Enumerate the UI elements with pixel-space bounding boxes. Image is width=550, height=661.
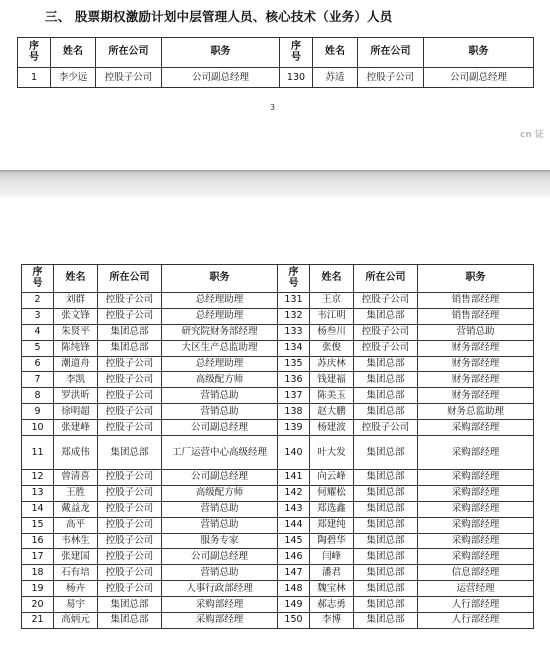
cell-seq: 136 xyxy=(278,372,310,388)
cell-name: 潘君 xyxy=(310,565,354,581)
cell-seq: 17 xyxy=(22,549,54,565)
cell-position: 采购部经理 xyxy=(418,501,534,517)
cell-seq: 8 xyxy=(22,388,54,404)
header-seq xyxy=(280,38,313,68)
cell-seq: 4 xyxy=(22,324,54,340)
header-seq-line: 序 xyxy=(32,267,43,278)
cell-company: 集团总部 xyxy=(354,613,418,629)
cell-company: 控股子公司 xyxy=(98,485,162,501)
cell-name: 潮道舟 xyxy=(54,356,98,372)
watermark-logo: cn 证 xyxy=(520,130,544,140)
cell-company: 控股子公司 xyxy=(98,470,162,486)
table-row xyxy=(22,581,534,597)
header-seq-line: 序 xyxy=(291,41,301,52)
header-seq xyxy=(278,265,310,293)
cell-position: 总经理助理 xyxy=(162,356,278,372)
table-row xyxy=(22,420,534,436)
cell-name: 叶大发 xyxy=(310,436,354,470)
cell-position: 销售部经理 xyxy=(418,308,534,324)
cell-seq: 2 xyxy=(22,293,54,309)
cell-seq: 20 xyxy=(22,597,54,613)
cell-position: 营销总助 xyxy=(162,404,278,420)
cell-company: 集团总部 xyxy=(354,549,418,565)
header-name: 姓名 xyxy=(310,265,354,293)
cell-position: 总经理助理 xyxy=(162,293,278,309)
cell-seq: 145 xyxy=(278,533,310,549)
table-row xyxy=(22,356,534,372)
cell-seq: 18 xyxy=(22,565,54,581)
cell-position: 营销总助 xyxy=(162,517,278,533)
header-name: 姓名 xyxy=(54,265,98,293)
header-seq-line: 号 xyxy=(291,51,301,63)
cell-seq: 141 xyxy=(278,470,310,486)
cell-name: 郑成伟 xyxy=(54,436,98,470)
cell-company: 集团总部 xyxy=(354,565,418,581)
cell-name: 李博 xyxy=(310,613,354,629)
cell-company: 控股子公司 xyxy=(354,324,418,340)
cell-position: 营销总助 xyxy=(162,565,278,581)
cell-seq: 16 xyxy=(22,533,54,549)
cell-company: 集团总部 xyxy=(354,372,418,388)
cell-position: 采购部经理 xyxy=(418,517,534,533)
cell-name: 易宇 xyxy=(54,597,98,613)
header-seq-line: 号 xyxy=(32,277,43,289)
header-seq xyxy=(18,38,51,68)
cell-company: 控股子公司 xyxy=(98,533,162,549)
cell-company: 控股子公司 xyxy=(98,581,162,597)
table-row xyxy=(22,470,534,486)
cell-seq: 143 xyxy=(278,501,310,517)
cell-seq: 15 xyxy=(22,517,54,533)
cell-seq: 138 xyxy=(278,404,310,420)
cell-company: 集团总部 xyxy=(354,356,418,372)
table-header-row xyxy=(18,38,534,68)
table-row xyxy=(22,308,534,324)
cell-company: 控股子公司 xyxy=(98,293,162,309)
cell-name: 向云峰 xyxy=(310,470,354,486)
cell-seq: 5 xyxy=(22,340,54,356)
cell-name: 杨建波 xyxy=(310,420,354,436)
cell-company: 集团总部 xyxy=(354,404,418,420)
cell-position: 公司副总经理 xyxy=(424,68,534,88)
cell-seq: 149 xyxy=(278,597,310,613)
table-row xyxy=(22,293,534,309)
cell-company: 集团总部 xyxy=(354,470,418,486)
cell-seq: 11 xyxy=(22,436,54,470)
cell-seq: 1 xyxy=(18,68,51,88)
cell-position: 公司副总经理 xyxy=(162,420,278,436)
header-seq xyxy=(22,265,54,293)
table-row xyxy=(22,549,534,565)
cell-company: 控股子公司 xyxy=(98,404,162,420)
cell-name: 戴益龙 xyxy=(54,501,98,517)
page-break-shadow xyxy=(0,170,550,198)
cell-name: 高炳元 xyxy=(54,613,98,629)
cell-company: 集团总部 xyxy=(98,324,162,340)
cell-seq: 135 xyxy=(278,356,310,372)
cell-name: 刘群 xyxy=(54,293,98,309)
cell-seq: 146 xyxy=(278,549,310,565)
cell-position: 运营经理 xyxy=(418,581,534,597)
table-row xyxy=(22,324,534,340)
cell-company: 集团总部 xyxy=(98,436,162,470)
table-row xyxy=(22,372,534,388)
cell-position: 营销总助 xyxy=(162,501,278,517)
cell-seq: 12 xyxy=(22,470,54,486)
cell-position: 营销总助 xyxy=(162,388,278,404)
cell-company: 集团总部 xyxy=(354,517,418,533)
cell-company: 集团总部 xyxy=(98,597,162,613)
cell-position: 采购部经理 xyxy=(418,470,534,486)
cell-name: 徐明超 xyxy=(54,404,98,420)
header-position: 职务 xyxy=(418,265,534,293)
header-seq-line: 序 xyxy=(29,41,39,52)
cell-seq: 9 xyxy=(22,404,54,420)
cell-name: 赵大鹏 xyxy=(310,404,354,420)
cell-name: 韦林生 xyxy=(54,533,98,549)
cell-seq: 144 xyxy=(278,517,310,533)
cell-position: 财务总监助理 xyxy=(418,404,534,420)
cell-company: 集团总部 xyxy=(354,501,418,517)
cell-seq: 19 xyxy=(22,581,54,597)
cell-name: 何耀松 xyxy=(310,485,354,501)
cell-name: 郑建纯 xyxy=(310,517,354,533)
table-row xyxy=(22,501,534,517)
cell-name: 陈纯锋 xyxy=(54,340,98,356)
table-row xyxy=(22,517,534,533)
cell-seq: 10 xyxy=(22,420,54,436)
cell-seq: 14 xyxy=(22,501,54,517)
cell-company: 控股子公司 xyxy=(98,388,162,404)
cell-company: 控股子公司 xyxy=(98,501,162,517)
cell-name: 李凯 xyxy=(54,372,98,388)
cell-company: 控股子公司 xyxy=(354,340,418,356)
cell-name: 杨卉 xyxy=(54,581,98,597)
cell-company: 控股子公司 xyxy=(98,420,162,436)
cell-seq: 3 xyxy=(22,308,54,324)
cell-position: 公司副总经理 xyxy=(162,68,280,88)
cell-name: 陈美玉 xyxy=(310,388,354,404)
table-row xyxy=(22,597,534,613)
table-row xyxy=(22,404,534,420)
table-row xyxy=(22,388,534,404)
header-company: 所在公司 xyxy=(358,38,424,68)
cell-company: 控股子公司 xyxy=(98,308,162,324)
table-row xyxy=(18,68,534,88)
cell-position: 采购部经理 xyxy=(418,533,534,549)
cell-position: 总经理助理 xyxy=(162,308,278,324)
cell-company: 控股子公司 xyxy=(98,372,162,388)
header-company: 所在公司 xyxy=(354,265,418,293)
cell-position: 财务部经理 xyxy=(418,372,534,388)
cell-position: 财务部经理 xyxy=(418,388,534,404)
employee-table-page-2 xyxy=(21,264,534,629)
header-company: 所在公司 xyxy=(98,265,162,293)
cell-company: 集团总部 xyxy=(354,308,418,324)
header-position: 职务 xyxy=(162,38,280,68)
cell-company: 集团总部 xyxy=(354,581,418,597)
cell-company: 控股子公司 xyxy=(98,517,162,533)
cell-seq: 139 xyxy=(278,420,310,436)
cell-company: 集团总部 xyxy=(98,613,162,629)
table-row xyxy=(22,436,534,470)
cell-seq: 13 xyxy=(22,485,54,501)
cell-position: 研究院财务部经理 xyxy=(162,324,278,340)
cell-position: 采购部经理 xyxy=(418,549,534,565)
header-name: 姓名 xyxy=(51,38,96,68)
cell-name: 张建国 xyxy=(54,549,98,565)
cell-seq: 137 xyxy=(278,388,310,404)
cell-seq: 134 xyxy=(278,340,310,356)
cell-position: 采购部经理 xyxy=(418,436,534,470)
cell-position: 采购部经理 xyxy=(162,597,278,613)
cell-position: 财务部经理 xyxy=(418,356,534,372)
cell-seq: 7 xyxy=(22,372,54,388)
header-seq-line: 序 xyxy=(288,267,299,278)
cell-company: 控股子公司 xyxy=(98,356,162,372)
table-header-row xyxy=(22,265,534,293)
cell-company: 控股子公司 xyxy=(98,565,162,581)
cell-seq: 131 xyxy=(278,293,310,309)
header-position: 职务 xyxy=(424,38,534,68)
cell-seq: 148 xyxy=(278,581,310,597)
cell-name: 曾清喜 xyxy=(54,470,98,486)
header-name: 姓名 xyxy=(313,38,358,68)
cell-name: 石有培 xyxy=(54,565,98,581)
cell-name: 闫峰 xyxy=(310,549,354,565)
cell-name: 魏宝林 xyxy=(310,581,354,597)
cell-position: 人行部经理 xyxy=(418,613,534,629)
cell-company: 控股子公司 xyxy=(96,68,162,88)
cell-position: 营销总助 xyxy=(418,324,534,340)
cell-name: 李少远 xyxy=(51,68,96,88)
cell-seq: 150 xyxy=(278,613,310,629)
cell-name: 苏适 xyxy=(313,68,358,88)
cell-position: 工厂运营中心高级经理 xyxy=(162,436,278,470)
cell-name: 罗洪昕 xyxy=(54,388,98,404)
cell-name: 钱建福 xyxy=(310,372,354,388)
cell-position: 高级配方师 xyxy=(162,372,278,388)
header-seq-line: 号 xyxy=(288,277,299,289)
cell-seq: 130 xyxy=(280,68,313,88)
cell-name: 王京 xyxy=(310,293,354,309)
cell-name: 高平 xyxy=(54,517,98,533)
table-row xyxy=(22,613,534,629)
header-position: 职务 xyxy=(162,265,278,293)
cell-seq: 140 xyxy=(278,436,310,470)
page-number: 3 xyxy=(270,103,276,112)
cell-name: 杨叁川 xyxy=(310,324,354,340)
cell-company: 集团总部 xyxy=(354,436,418,470)
cell-name: 王胜 xyxy=(54,485,98,501)
cell-company: 集团总部 xyxy=(98,340,162,356)
cell-seq: 142 xyxy=(278,485,310,501)
cell-name: 张建峰 xyxy=(54,420,98,436)
cell-name: 朱贤平 xyxy=(54,324,98,340)
header-company: 所在公司 xyxy=(96,38,162,68)
cell-name: 张文锋 xyxy=(54,308,98,324)
cell-company: 控股子公司 xyxy=(354,293,418,309)
table-row xyxy=(22,565,534,581)
cell-seq: 147 xyxy=(278,565,310,581)
section-heading: 三、 股票期权激励计划中层管理人员、核心技术（业务）人员 xyxy=(45,9,393,24)
cell-name: 苏庆林 xyxy=(310,356,354,372)
cell-company: 控股子公司 xyxy=(354,420,418,436)
cell-name: 郝志勇 xyxy=(310,597,354,613)
cell-seq: 132 xyxy=(278,308,310,324)
cell-seq: 6 xyxy=(22,356,54,372)
cell-seq: 21 xyxy=(22,613,54,629)
table-row xyxy=(22,533,534,549)
cell-position: 服务专家 xyxy=(162,533,278,549)
cell-company: 集团总部 xyxy=(354,485,418,501)
cell-position: 信息部经理 xyxy=(418,565,534,581)
cell-company: 集团总部 xyxy=(354,597,418,613)
cell-name: 郑选鑫 xyxy=(310,501,354,517)
cell-company: 控股子公司 xyxy=(358,68,424,88)
cell-position: 大区生产总监助理 xyxy=(162,340,278,356)
cell-company: 集团总部 xyxy=(354,533,418,549)
cell-position: 公司副总经理 xyxy=(162,470,278,486)
cell-position: 采购部经理 xyxy=(418,485,534,501)
cell-position: 人行部经理 xyxy=(418,597,534,613)
cell-seq: 133 xyxy=(278,324,310,340)
table-row xyxy=(22,485,534,501)
cell-name: 陶碧华 xyxy=(310,533,354,549)
employee-table-page-1 xyxy=(17,37,534,88)
cell-position: 财务部经理 xyxy=(418,340,534,356)
table-row xyxy=(22,340,534,356)
cell-company: 集团总部 xyxy=(354,388,418,404)
cell-position: 公司副总经理 xyxy=(162,549,278,565)
cell-position: 销售部经理 xyxy=(418,293,534,309)
cell-position: 采购部经理 xyxy=(418,420,534,436)
cell-name: 张俊 xyxy=(310,340,354,356)
cell-name: 韦江明 xyxy=(310,308,354,324)
header-seq-line: 号 xyxy=(29,51,39,63)
cell-position: 采购部经理 xyxy=(162,613,278,629)
cell-position: 高级配方师 xyxy=(162,485,278,501)
cell-position: 人事行政部经理 xyxy=(162,581,278,597)
cell-company: 控股子公司 xyxy=(98,549,162,565)
